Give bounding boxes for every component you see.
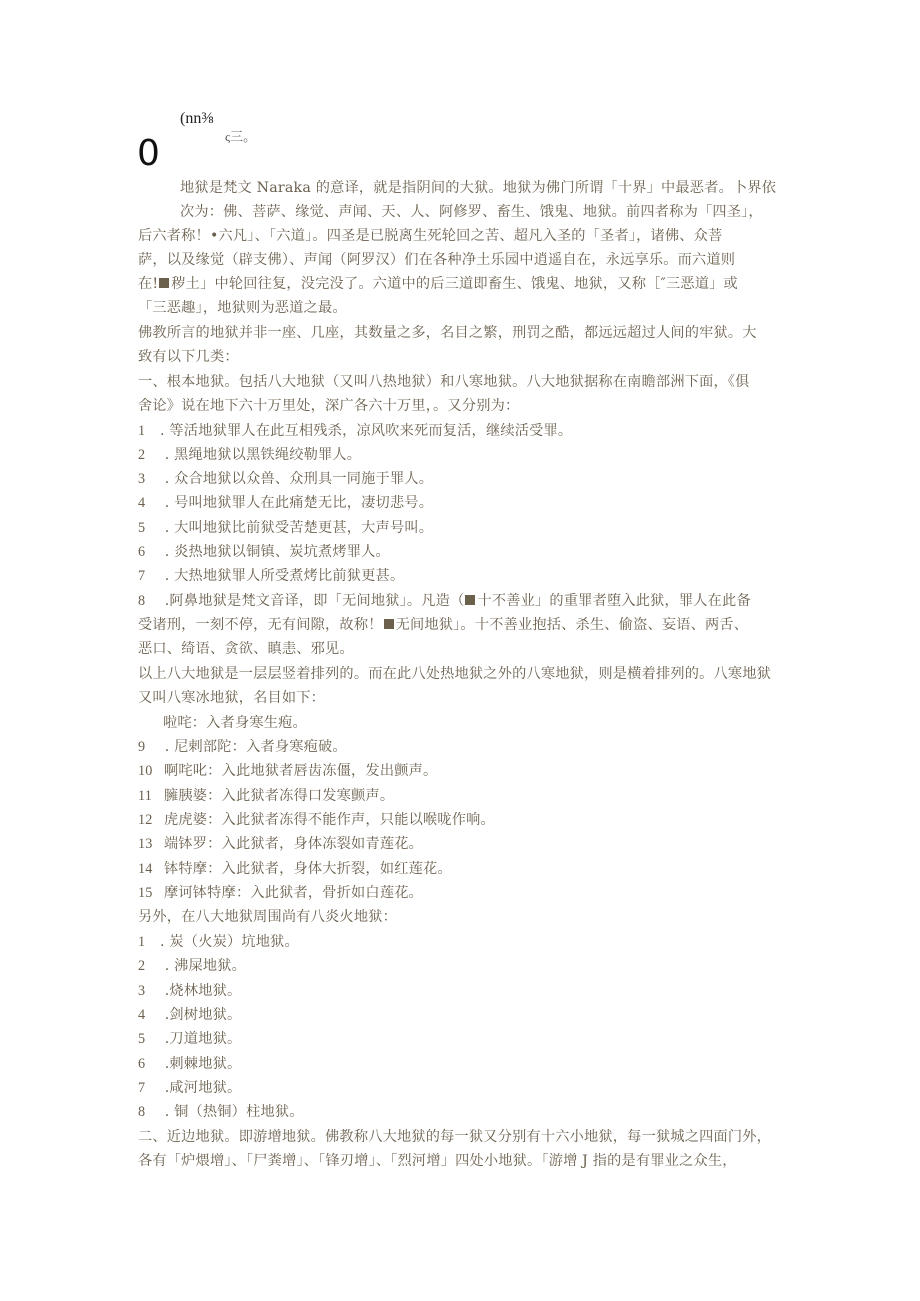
header-mark: ς三。 [225, 129, 257, 144]
item-text: .咸河地狱。 [160, 1080, 242, 1096]
item-text: . 炭（火炭）坑地狱。 [160, 934, 299, 950]
cold-hell-item [138, 884, 423, 902]
item-text: 钵特摩：入此狱者，身体大折裂，如红莲花。 [164, 861, 452, 877]
item-number: 8 [138, 1104, 146, 1120]
section1-line-1: 一、根本地狱。包括八大地狱（又叫八热地狱）和八寒地狱。八大地狱据称在南瞻部洲下面，《俱 [138, 374, 750, 390]
item-number: 13 [138, 836, 153, 852]
item-number: 2 [138, 447, 146, 463]
avici-line-2 [138, 616, 748, 634]
cold-hell-first: 啦咤：入者身寒生疱。 [163, 715, 307, 731]
avici-line-3: 恶口、绮语、贪欲、瞋恚、邪见。 [138, 641, 354, 657]
cold-hell-item [138, 762, 437, 780]
intro-line-5-rest: 秽土」中轮回往复，没完没了。六道中的后三道即畜生、饿鬼、地狱，又称［″三恶道」或 [171, 276, 738, 292]
section1-line-2: 舍论》说在地下六十万里处，深广各六十万里，。又分别为： [138, 398, 520, 414]
item-text: 端钵罗：入此狱者，身体冻裂如青莲花。 [164, 836, 423, 852]
missing-glyph-icon [159, 278, 169, 288]
para2-line-1: 佛教所言的地狱并非一座、几座，其数量之多，名目之繁，刑罚之酷，都远远超过人间的牢狱。大 [138, 325, 757, 341]
avici-text-b: 十不善业」的重罪者堕入此狱，罪人在此备 [477, 593, 751, 609]
cold-hell-item [138, 787, 394, 805]
hot-hell-item [138, 567, 404, 585]
fire-hell-item [138, 933, 299, 951]
cold-intro-line-1: 以上八大地狱是一层层竖着排列的。而在此八处热地狱之外的八寒地狱，则是横着排列的。八寒地狱 [138, 666, 772, 682]
item-number: 15 [138, 885, 153, 901]
intro-line-5-start: 在! [138, 276, 159, 292]
item-number: 4 [138, 1007, 146, 1023]
item-text: . 等活地狱罪人在此互相残杀，凉风吹来死而复活，继续活受罪。 [160, 423, 573, 439]
item-number: 7 [138, 1080, 146, 1096]
intro-line-3: 后六者称！•六凡」、「六道」。四圣是已脱离生死轮回之苦、超凡入圣的「圣者」，诸佛、众菩 [138, 228, 723, 244]
fire-hell-item [138, 957, 246, 975]
item-number: 5 [138, 520, 146, 536]
item-text: .剑树地狱。 [160, 1007, 242, 1023]
item-number: 8 [138, 593, 146, 609]
item-number: 11 [138, 788, 153, 804]
avici-text-a: .阿鼻地狱是梵文音译，即「无间地狱」。凡造（ [160, 593, 465, 609]
item-number: 1 [138, 423, 146, 439]
item-text: . 沸屎地狱。 [160, 958, 247, 974]
header-big-digit: 0 [137, 133, 160, 174]
item-text: . 黑绳地狱以黑铁绳绞勒罪人。 [160, 447, 362, 463]
avici-text-d: 无间地狱」。十不善业抱括、杀生、偷盗、妄语、两舌、 [395, 617, 749, 633]
fire-hells-intro: 另外，在八大地狱周围尚有八炎火地狱： [138, 909, 397, 925]
item-number: 6 [138, 1056, 146, 1072]
cold-hell-item [138, 835, 423, 853]
hot-hell-item [138, 519, 433, 537]
item-text: . 铜（热铜）柱地狱。 [160, 1104, 304, 1120]
para2-line-2: 致有以下几类： [138, 349, 239, 365]
item-number: 3 [138, 983, 146, 999]
item-number: 14 [138, 861, 153, 877]
item-number: 12 [138, 812, 153, 828]
missing-glyph-icon [384, 619, 394, 629]
item-text: 摩诃钵特摩：入此狱者，骨折如白莲花。 [164, 885, 423, 901]
header-code: (nn⅜ [180, 110, 214, 127]
item-text: . 号叫地狱罪人在此痛楚无比，凄切悲号。 [160, 495, 434, 511]
item-number: 10 [138, 763, 153, 779]
cold-intro-line-2: 又叫八寒冰地狱，名目如下： [138, 690, 326, 706]
item-text: . 炎热地狱以铜镇、炭坑煮烤罪人。 [160, 544, 390, 560]
intro-line-2: 次为：佛、菩萨、缘觉、声闻、天、人、阿修罗、畜生、饿鬼、地狱。前四者称为「四圣」， [180, 204, 763, 220]
intro-line-5 [138, 275, 738, 293]
item-number: 2 [138, 958, 146, 974]
fire-hell-item [138, 1006, 241, 1024]
item-text: 虎虎婆：入此狱者冻得不能作声，只能以喉咙作响。 [164, 812, 495, 828]
fire-hell-item [138, 1055, 241, 1073]
item-text: 啊咤叱：入此地狱者唇齿冻僵，发出颤声。 [164, 763, 438, 779]
avici-line-1 [138, 592, 751, 610]
cold-hell-item [138, 860, 452, 878]
cold-hell-item [138, 811, 495, 829]
item-number: 5 [138, 1031, 146, 1047]
intro-line-4: 萨，以及缘觉（辟支佛）、声闻（阿罗汉）们在各种净土乐园中逍遥自在，永远享乐。而六道则 [138, 252, 736, 268]
item-number: 4 [138, 495, 146, 511]
item-number: 3 [138, 471, 146, 487]
item-text: 臃胰婆：入此狱者冻得口发寒颤声。 [164, 788, 395, 804]
item-text: . 大热地狱罪人所受煮烤比前狱更甚。 [160, 568, 405, 584]
cold-hell-item [138, 738, 347, 756]
fire-hell-item [138, 1103, 304, 1121]
item-number: 7 [138, 568, 146, 584]
section2-line-1: 二、近边地狱。即游增地狱。佛教称八大地狱的每一狱又分别有十六小地狱，每一狱城之四面门外， [138, 1129, 772, 1145]
item-number: 1 [138, 934, 146, 950]
item-number: 6 [138, 544, 146, 560]
item-text: .烧林地狱。 [160, 983, 242, 999]
hot-hell-item [138, 543, 390, 561]
item-text: . 大叫地狱比前狱受苦楚更甚，大声号叫。 [160, 520, 434, 536]
avici-text-c: 受诸刑，一刻不停，无有间隙，故称！ [138, 617, 383, 633]
hot-hell-item [138, 422, 572, 440]
intro-line-6: 「三恶趣」，地狱则为恶道之最。 [138, 300, 347, 316]
missing-glyph-icon [465, 595, 475, 605]
fire-hell-item [138, 982, 241, 1000]
item-number: 9 [138, 739, 146, 755]
item-text: . 尼剌部陀：入者身寒疱破。 [160, 739, 347, 755]
item-text: . 众合地狱以众兽、众刑具一同施于罪人。 [160, 471, 434, 487]
item-text: .刺棘地狱。 [160, 1056, 242, 1072]
hot-hell-item [138, 446, 361, 464]
item-text: .刀道地狱。 [160, 1031, 242, 1047]
section2-line-2: 各有「炉煨增」、「尸粪增」、「锋刃增」、「烈河增」四处小地狱。「游增 J 指的是有罪业之众生， [138, 1153, 737, 1169]
fire-hell-item [138, 1030, 241, 1048]
hot-hell-item [138, 470, 433, 488]
hot-hell-item [138, 494, 433, 512]
fire-hell-item [138, 1079, 241, 1097]
intro-line-1: 地狱是梵文 Naraka 的意译，就是指阴间的大狱。地狱为佛门所谓「十界」中最恶者。卜界依 [180, 180, 777, 196]
